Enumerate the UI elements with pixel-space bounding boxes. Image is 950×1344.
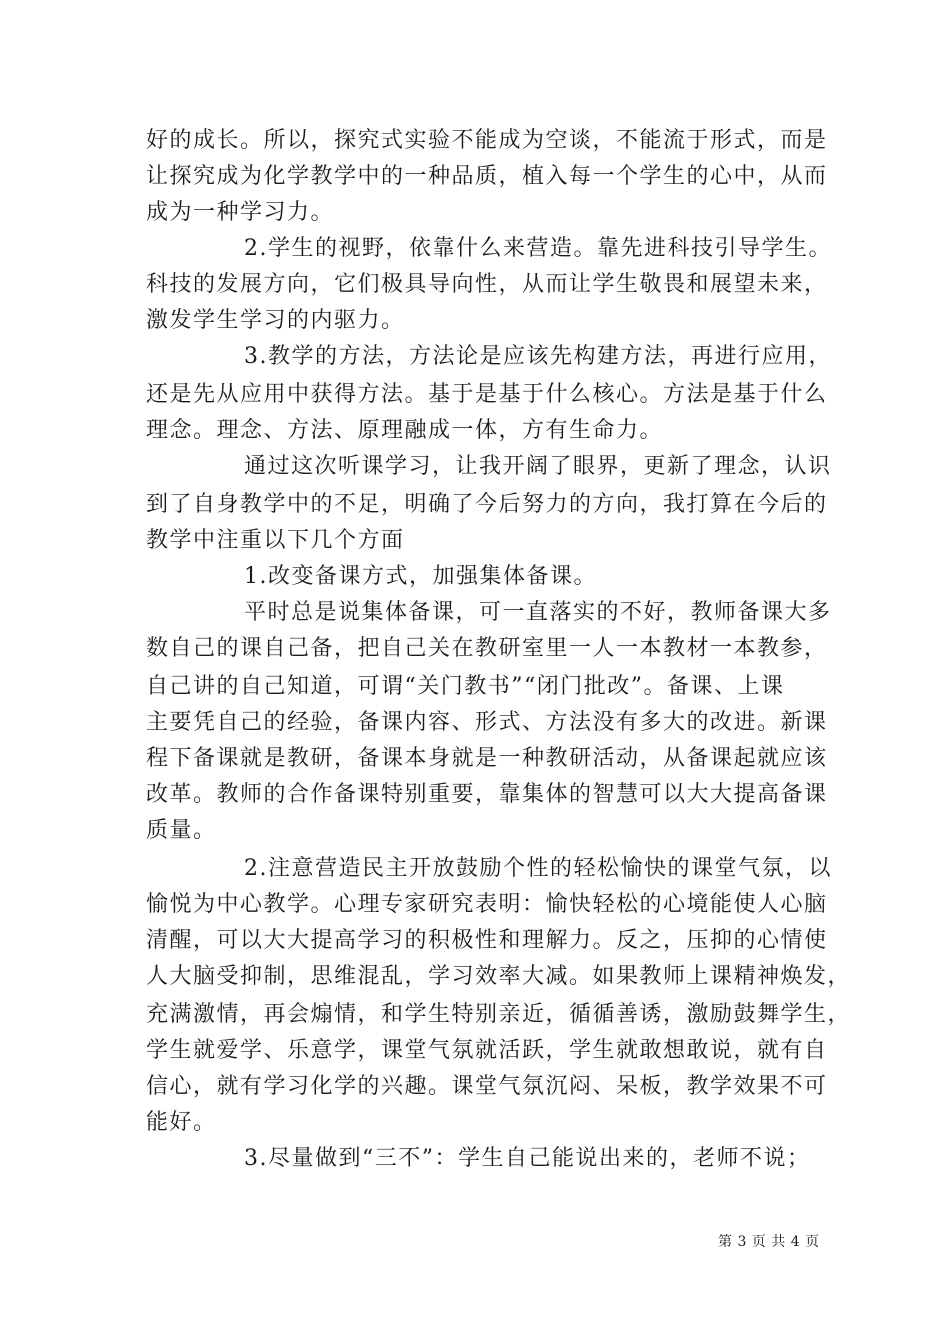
text-line: 还是先从应用中获得方法。基于是基于什么核心。方法是基于什么: [146, 382, 828, 407]
text-line: 改革。教师的合作备课特别重要，靠集体的智慧可以大大提高备课: [146, 782, 828, 807]
text-line: 让探究成为化学教学中的一种品质，植入每一个学生的心中，从而: [146, 164, 828, 189]
text-line: 成为一种学习力。: [146, 200, 335, 225]
paragraph-start-line: 2.注意营造民主开放鼓励个性的轻松愉快的课堂气氛，以: [244, 856, 832, 881]
text-line: 学生就爱学、乐意学，课堂气氛就活跃，学生就敢想敢说，就有自: [146, 1038, 828, 1063]
text-line: 理念。理念、方法、原理融成一体，方有生命力。: [146, 418, 664, 443]
text-line: 人大脑受抑制，思维混乱，学习效率大减。如果教师上课精神焕发，: [146, 964, 852, 989]
paragraph-start-line: 3.尽量做到“三不”：学生自己能说出来的，老师不说；: [244, 1146, 811, 1171]
heading-line: 1.改变备课方式，加强集体备课。: [244, 564, 597, 589]
paragraph-start-line: 3.教学的方法，方法论是应该先构建方法，再进行应用，: [244, 344, 832, 369]
text-line: 激发学生学习的内驱力。: [146, 308, 405, 333]
text-line: 程下备课就是教研，备课本身就是一种教研活动，从备课起就应该: [146, 746, 828, 771]
text-line: 好的成长。所以，探究式实验不能成为空谈，不能流于形式，而是: [146, 128, 828, 153]
text-line: 科技的发展方向，它们极具导向性，从而让学生敬畏和展望未来，: [146, 272, 828, 297]
paragraph-start-line: 通过这次听课学习，让我开阔了眼界，更新了理念，认识: [244, 454, 832, 479]
text-line: 教学中注重以下几个方面: [146, 528, 405, 553]
page-number-footer: 第 3 页 共 4 页: [718, 1234, 820, 1250]
text-line: 清醒，可以大大提高学习的积极性和理解力。反之，压抑的心情使: [146, 928, 828, 953]
text-line: 数自己的课自己备，把自己关在教研室里一人一本教材一本教参，: [146, 636, 828, 661]
text-line: 信心，就有学习化学的兴趣。课堂气氛沉闷、呆板，教学效果不可: [146, 1074, 828, 1099]
text-line: 充满激情，再会煽情，和学生特别亲近，循循善诱，激励鼓舞学生，: [146, 1002, 852, 1027]
paragraph-start-line: 平时总是说集体备课，可一直落实的不好，教师备课大多: [244, 600, 832, 625]
text-line: 愉悦为中心教学。心理专家研究表明：愉快轻松的心境能使人心脑: [146, 892, 828, 917]
text-line: 能好。: [146, 1110, 217, 1135]
text-line: 质量。: [146, 818, 217, 843]
paragraph-start-line: 2.学生的视野，依靠什么来营造。靠先进科技引导学生。: [244, 236, 832, 261]
text-line: 到了自身教学中的不足，明确了今后努力的方向，我打算在今后的: [146, 492, 828, 517]
text-line: 主要凭自己的经验，备课内容、形式、方法没有多大的改进。新课: [146, 710, 828, 735]
text-line: 自己讲的自己知道，可谓“关门教书”“闭门批改”。备课、上课: [146, 674, 785, 699]
